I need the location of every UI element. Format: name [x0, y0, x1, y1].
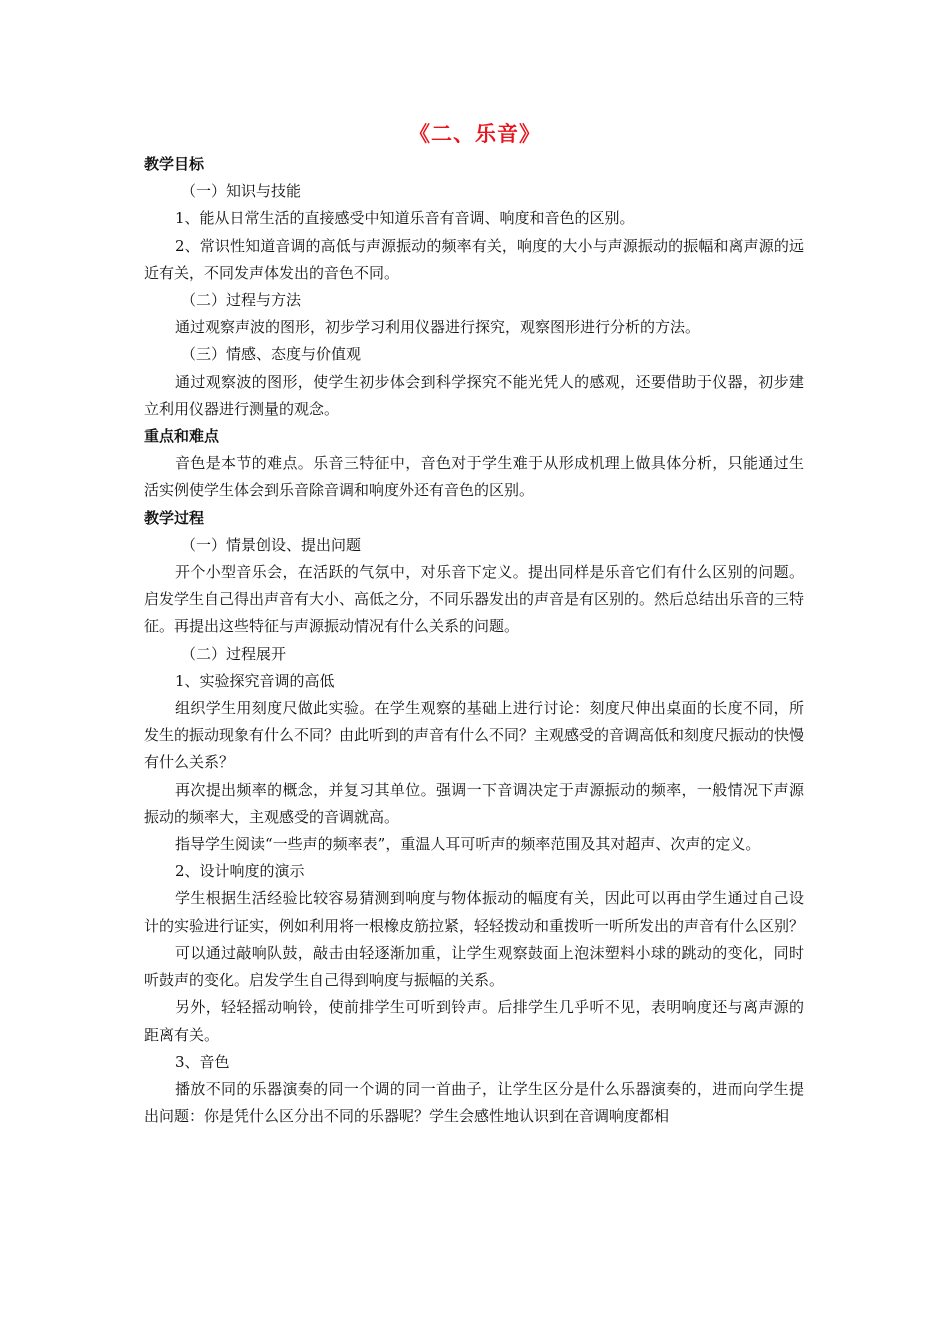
section-heading: 教学目标 [144, 155, 205, 173]
document-title: 《二、乐音》 [409, 122, 541, 146]
paragraph: 音色是本节的难点。乐音三特征中，音色对于学生难于从形成机理上做具体分析，只能通过生活实例使学生体会到乐音除音调和响度外还有音色的区别。 [144, 454, 804, 500]
subsection-heading: （三）情感、态度与价值观 [181, 345, 362, 364]
subsection-heading: （一）情景创设、提出问题 [181, 535, 362, 554]
paragraph: 2、设计响度的演示 [175, 862, 305, 881]
paragraph: 再次提出频率的概念，并复习其单位。强调一下音调决定于声源振动的频率，一般情况下声源振动的频率大，主观感受的音调就高。 [144, 780, 804, 826]
paragraph: 指导学生阅读“一些声的频率表”，重温人耳可听声的频率范围及其对超声、次声的定义。 [175, 835, 761, 854]
section-heading: 教学过程 [144, 508, 205, 527]
subsection-heading: （二）过程与方法 [181, 291, 302, 310]
paragraph: 另外，轻轻摇动响铃，使前排学生可听到铃声。后排学生几乎听不见，表明响度还与离声源的距离有关。 [144, 998, 804, 1044]
paragraph: 1、实验探究音调的高低 [175, 671, 335, 690]
paragraph: 1、能从日常生活的直接感受中知道乐音有音调、响度和音色的区别。 [175, 209, 635, 228]
subsection-heading: （一）知识与技能 [181, 182, 302, 201]
section-heading: 重点和难点 [144, 427, 220, 446]
paragraph: 2、常识性知道音调的高低与声源振动的频率有关，响度的大小与声源振动的振幅和离声源的远近有关，不同发声体发出的音色不同。 [144, 236, 804, 282]
paragraph: 播放不同的乐器演奏的同一个调的同一首曲子，让学生区分是什么乐器演奏的，进而向学生提出问题：你是凭什么区分出不同的乐器呢？学生会感性地认识到在音调响度都相 [144, 1079, 804, 1126]
paragraph: 开个小型音乐会，在活跃的气氛中，对乐音下定义。提出同样是乐音它们有什么区别的问题。启发学生自己得出声音有大小、高低之分，不同乐器发出的声音是有区别的。然后总结出乐音的三特征。再提出这些特征与声源振动情况有什么关系的问题。 [144, 563, 805, 636]
paragraph: 3、音色 [175, 1052, 230, 1071]
document-body [144, 151, 804, 1130]
paragraph: 通过观察波的图形，使学生初步体会到科学探究不能光凭人的感观，还要借助于仪器，初步建立利用仪器进行测量的观念。 [144, 372, 804, 418]
paragraph: 可以通过敲响队鼓，敲击由轻逐渐加重，让学生观察鼓面上泡沫塑料小球的跳动的变化，同时听鼓声的变化。启发学生自己得到响度与振幅的关系。 [144, 943, 804, 990]
paragraph: 学生根据生活经验比较容易猜测到响度与物体振动的幅度有关，因此可以再由学生通过自己设计的实验进行证实，例如利用将一根橡皮筋拉紧，轻轻拨动和重拨听一听所发出的声音有什么区别？ [144, 889, 805, 935]
paragraph: 组织学生用刻度尺做此实验。在学生观察的基础上进行讨论：刻度尺伸出桌面的长度不同，所发生的振动现象有什么不同？由此听到的声音有什么不同？主观感受的音调高低和刻度尺振动的快慢有什么关系？ [144, 699, 805, 772]
paragraph: 通过观察声波的图形，初步学习利用仪器进行探究，观察图形进行分析的方法。 [175, 318, 701, 337]
subsection-heading: （二）过程展开 [181, 644, 287, 663]
